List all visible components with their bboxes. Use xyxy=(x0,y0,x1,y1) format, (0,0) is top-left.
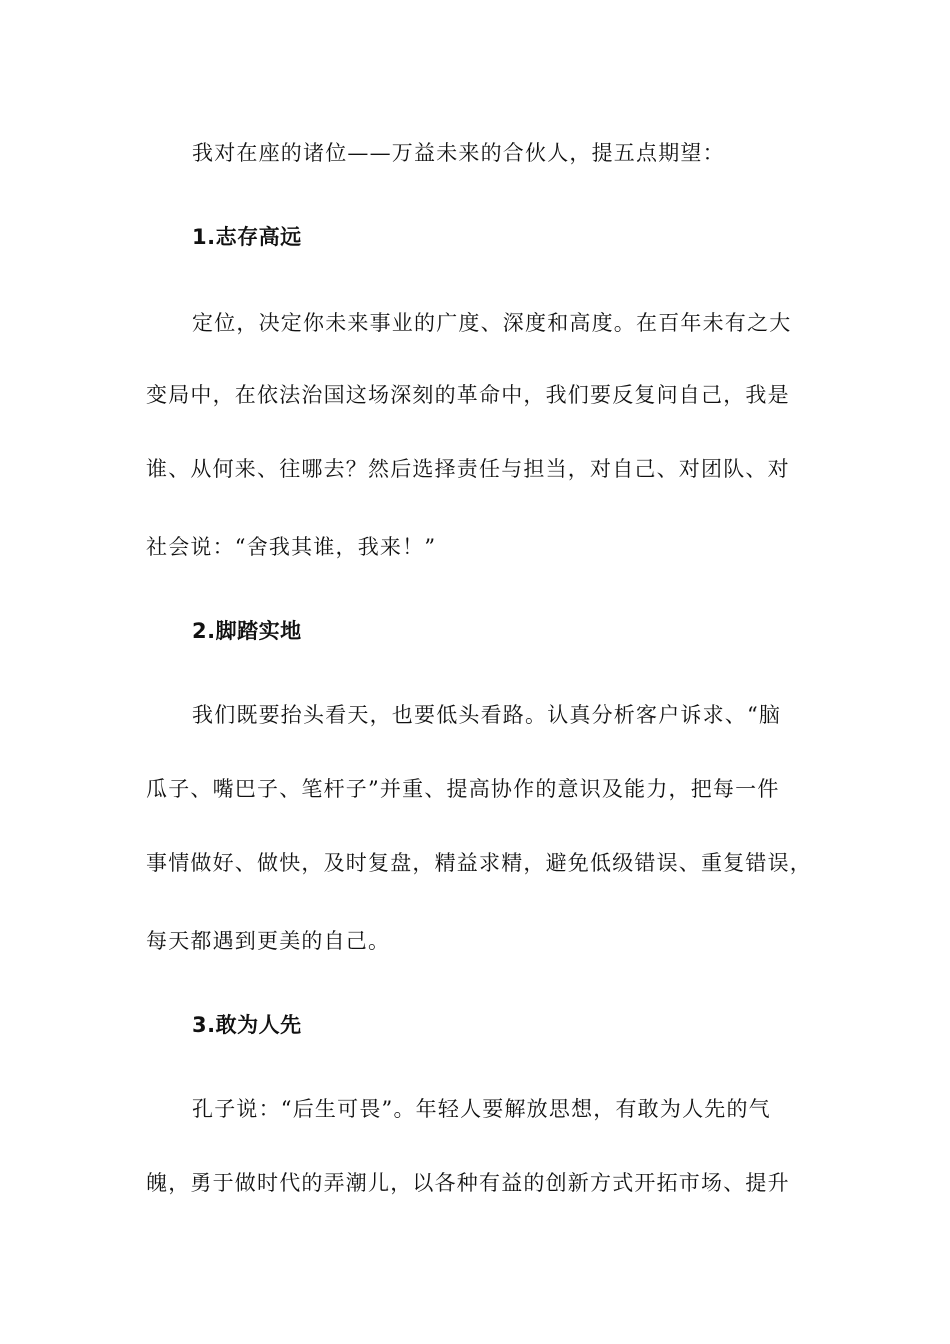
paragraph-line: 魄，勇于做时代的弄潮儿，以各种有益的创新方式开拓市场、提升 xyxy=(146,1171,790,1195)
paragraph-line: 每天都遇到更美的自己。 xyxy=(146,929,391,953)
paragraph-line: 孔子说：“后生可畏”。年轻人要解放思想，有敢为人先的气 xyxy=(192,1097,771,1121)
section-heading-1: 1.志存高远 xyxy=(192,225,302,249)
paragraph-line: 定位，决定你未来事业的广度、深度和高度。在百年未有之大 xyxy=(192,311,792,335)
paragraph-line: 事情做好、做快，及时复盘，精益求精，避免低级错误、重复错误， xyxy=(146,851,812,875)
paragraph-line: 社会说：“舍我其谁，我来！” xyxy=(146,535,437,559)
paragraph-line: 变局中，在依法治国这场深刻的革命中，我们要反复问自己，我是 xyxy=(146,383,790,407)
section-heading-2: 2.脚踏实地 xyxy=(192,619,302,643)
paragraph-line: 我们既要抬头看天，也要低头看路。认真分析客户诉求、“脑 xyxy=(192,703,782,727)
section-heading-3: 3.敢为人先 xyxy=(192,1013,302,1037)
paragraph-line: 瓜子、嘴巴子、笔杆子”并重、提高协作的意识及能力，把每一件 xyxy=(146,777,780,801)
paragraph-line: 谁、从何来、往哪去？然后选择责任与担当，对自己、对团队、对 xyxy=(146,457,790,481)
intro-paragraph: 我对在座的诸位——万益未来的合伙人，提五点期望： xyxy=(192,141,725,165)
